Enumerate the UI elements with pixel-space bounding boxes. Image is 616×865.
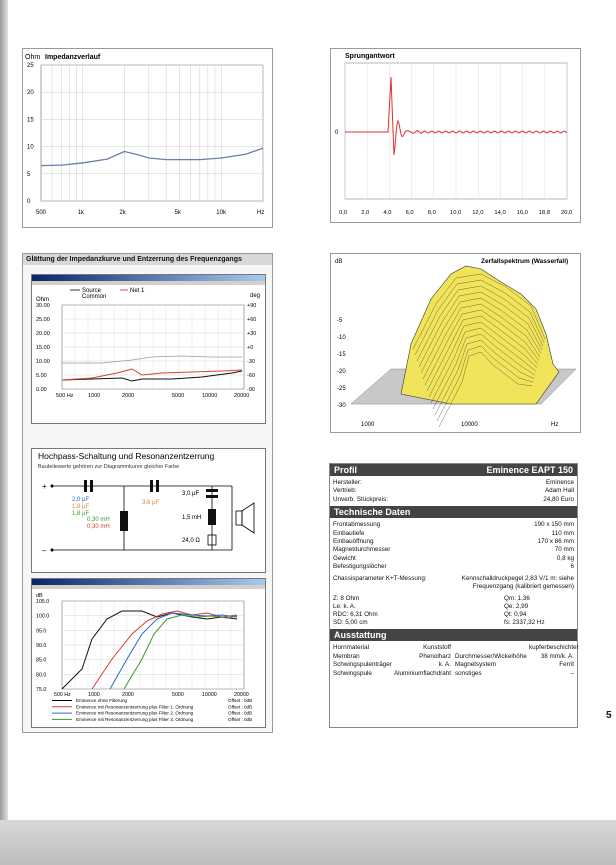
profil-row-value: Eminence — [545, 479, 574, 486]
sim-ytick: 20.00 — [36, 331, 50, 337]
ausstattung-cell: kupferbeschichtet — [529, 644, 579, 652]
freq-legend-offset: Offset : 0dB — [228, 710, 253, 716]
freq-ytick: 85.0 — [36, 657, 47, 664]
tech-row-value: 0,8 kg — [556, 554, 574, 562]
impedance-title: Impedanzverlauf — [45, 54, 101, 61]
freq-legend-label: Eminence mit Resonanzentzerrung plus Filter 2. Ordnung — [76, 710, 194, 716]
sim-ytick: 10.00 — [36, 359, 50, 365]
sim-curve-black — [62, 371, 242, 381]
ausstattung-row — [330, 661, 577, 669]
waterfall-surface — [401, 266, 559, 404]
step-xtick: 14,0 — [494, 210, 506, 216]
page-spine — [0, 0, 8, 865]
c3-value: 3,0 µF — [182, 491, 200, 497]
c1-value-orange: 1,8 µF — [72, 504, 90, 510]
impedance-ytick: 0 — [27, 199, 31, 205]
sim-legend-net1: Net 1 — [130, 288, 145, 294]
ausstattung-cell: k. A. — [438, 661, 451, 669]
tech-row-key: Gewicht — [333, 554, 356, 562]
circuit-minus: – — [42, 546, 47, 555]
sim-xtick: 500 Hz — [56, 393, 74, 399]
sim-xtick: 1000 — [88, 393, 101, 399]
circuit-subtitle: Bauteilewerte gehören zur Diagrammkurve gleicher Farbe — [38, 464, 180, 470]
ausstattung-cell: Magnetsystem — [455, 661, 496, 669]
circuit-diagram — [32, 449, 267, 574]
freq-ytick: 105.0 — [36, 599, 50, 605]
ausstattung-cell: Membran — [333, 652, 360, 660]
waterfall-ytick: -5 — [337, 318, 343, 324]
waterfall-xtick: 1000 — [361, 422, 375, 428]
tech-row — [330, 563, 577, 571]
tech-row — [330, 521, 577, 529]
profil-row — [330, 487, 577, 495]
freq-curve-red — [92, 611, 237, 689]
profil-row — [330, 496, 577, 504]
param-item: RDC: 6,31 Ohm — [333, 611, 378, 619]
params-right — [504, 595, 574, 627]
circuit-box — [31, 448, 266, 573]
profil-rows — [330, 476, 577, 504]
sim-legend-common: Common — [82, 294, 107, 300]
freq-legend-offset: Offset : 0dB — [228, 716, 253, 722]
param-item: Qm: 1,36 — [504, 595, 530, 603]
params-left — [333, 595, 378, 627]
sim-ytick: 30.00 — [36, 303, 50, 309]
waterfall-xtick: Hz — [551, 422, 559, 428]
tech-header: Technische Daten — [330, 506, 577, 518]
waterfall-ytick: -10 — [337, 335, 346, 341]
freq-curve-black — [62, 611, 237, 689]
tech-row-key: Einbautiefe — [333, 529, 365, 537]
tech-row — [330, 546, 577, 554]
ausstattung-cell: – — [570, 669, 574, 677]
profil-row-value: Adam Hall — [544, 487, 574, 495]
step-chart — [331, 49, 582, 224]
sim-curve-grey — [62, 356, 242, 363]
step-xtick: 4,0 — [383, 210, 392, 216]
profil-row-key: Unverb. Stückpreis: — [333, 495, 388, 503]
freq-legend-label: Eminence mit Resonanzentzerrung plus Filter 3. Ordnung — [76, 716, 194, 722]
step-panel — [330, 48, 581, 223]
impedance-xtick: 2k — [119, 210, 126, 216]
filter-panel-title: Glättung der Impedanzkurve und Entzerrung des Frequenzgangs — [23, 254, 272, 265]
tech-row-key: Einbauöffnung — [333, 538, 374, 546]
impedance-ytick: 15 — [27, 117, 34, 124]
impedance-xtick: 10k — [216, 210, 226, 216]
step-xtick: 6,0 — [405, 210, 414, 216]
ausstattung-cell: Schwingspulenträger — [333, 661, 392, 669]
c1-value-green: 1,8 µF — [72, 511, 90, 517]
ausstattung-cell: 38 mm/k. A. — [540, 652, 574, 660]
sim-left-unit: Ohm — [36, 297, 50, 303]
step-xtick: 16,0 — [516, 210, 528, 216]
ausstattung-cell: Ferrit — [559, 661, 574, 669]
step-xtick: 18,8 — [538, 210, 551, 216]
c1-value-blue: 2,0 µF — [72, 497, 90, 503]
profil-row-key: Hersteller: — [333, 479, 362, 486]
sim-ytick: 0.00 — [36, 387, 47, 393]
impedance-ytick: 25 — [27, 63, 34, 69]
waterfall-ytick: -30 — [337, 403, 346, 409]
impedance-curve — [41, 148, 263, 165]
sim-xtick: 10000 — [202, 393, 218, 399]
impedance-sim-chart — [32, 285, 267, 425]
sim-curve-red — [62, 369, 242, 380]
impedance-chart — [23, 49, 274, 229]
impedance-ytick: 5 — [27, 171, 31, 178]
impedance-sim-window — [31, 274, 266, 424]
impedance-xtick: 1k — [77, 210, 85, 216]
tech-row-value: 110 mm — [551, 529, 574, 537]
waterfall-panel — [330, 253, 581, 433]
tech-row-key: Magnetdurchmesser — [333, 546, 391, 554]
freq-ytick: 100.0 — [36, 613, 50, 620]
tech-row-key: Befestigungslöcher — [333, 563, 387, 571]
product-name: Eminence EAPT 150 — [486, 465, 573, 475]
sim-rtick: +30 — [247, 331, 257, 337]
params-block — [330, 591, 577, 627]
impedance-xtick: Hz — [257, 210, 265, 216]
param-item: Z: 8 Ohm — [333, 595, 360, 603]
freq-legend-offset: Offset : 0dB — [228, 704, 253, 710]
sim-legend-source: Source — [82, 288, 102, 294]
sim-rtick: +0 — [247, 345, 254, 351]
sim-rtick: +60 — [247, 317, 257, 323]
l2-value: 1,5 mH — [182, 515, 202, 521]
scan-bottom-band — [0, 820, 616, 865]
c2-value: 3,6 µF — [142, 500, 160, 506]
impedance-xtick: 500 — [36, 210, 47, 216]
speaker-icon — [236, 511, 242, 525]
tech-row-value: 70 mm — [554, 546, 574, 554]
ausstattung-cell: Phenolharz — [419, 652, 451, 660]
param-item: Qe: 2,99 — [504, 603, 529, 611]
ausstattung-row — [330, 670, 577, 678]
impedance-xtick: 5k — [174, 210, 181, 216]
chassis-label: Chassisparameter K+T-Messung: — [333, 574, 427, 582]
sim-ytick: 5.00 — [36, 373, 47, 379]
ausstattung-cell: Hornmaterial — [333, 644, 370, 652]
tech-row-value: 170 x 86 mm — [537, 538, 574, 546]
tech-row-value: 190 x 150 mm — [534, 521, 574, 529]
ausstattung-cell — [451, 644, 529, 652]
freq-legend-offset: Offset : 0dB — [228, 698, 253, 703]
tech-row-value: 6 — [570, 563, 574, 571]
freq-ytick: 90.0 — [36, 643, 47, 649]
sim-ytick: 25.00 — [36, 317, 50, 323]
freq-xtick: 5000 — [172, 692, 184, 698]
freq-xtick: 2000 — [122, 692, 134, 698]
sim-xtick: 20000 — [234, 393, 250, 399]
profil-row-key: Vertrieb: — [333, 487, 357, 495]
freq-xtick: 20000 — [234, 692, 249, 698]
param-item: SD: 5,00 cm — [333, 619, 368, 627]
step-xtick: 10,0 — [450, 210, 462, 216]
step-xtick: 2,0 — [361, 210, 370, 216]
impedance-ytick: 10 — [27, 144, 34, 151]
freq-sim-chart — [32, 589, 267, 729]
waterfall-chart — [331, 254, 582, 434]
profil-header — [330, 464, 577, 476]
sim-ytick: 15.00 — [36, 345, 50, 351]
freq-legend-label: Eminence ohne Filterung — [76, 698, 128, 703]
impedance-panel — [22, 48, 273, 228]
chassis-value: Kennschalldruckpegel 2,83 V/1 m: siehe Frequenzgang (kalibriert gemessen) — [461, 574, 574, 591]
sim-rtick: -30 — [247, 359, 255, 365]
ausstattung-header: Ausstattung — [330, 629, 577, 641]
chassis-row — [330, 575, 577, 592]
sim-xtick: 5000 — [172, 393, 185, 399]
profil-row-value: 24,80 Euro — [543, 495, 574, 503]
freq-ytick: 80.0 — [36, 672, 47, 679]
step-zero-label: 0 — [335, 130, 339, 136]
sim-rtick: +90 — [247, 303, 257, 309]
freq-sim-window — [31, 578, 266, 728]
page-number: 5 — [606, 710, 612, 721]
step-title: Sprungantwort — [345, 53, 395, 60]
waterfall-title: Zerfallspektrum (Wasserfall) — [481, 258, 569, 265]
step-xtick: 8,0 — [427, 210, 436, 216]
waterfall-ytick: -25 — [337, 386, 346, 392]
circuit-title: Hochpass-Schaltung und Resonanzentzerrung — [38, 451, 215, 461]
freq-ytick: 75.0 — [36, 687, 47, 693]
sim-xtick: 2000 — [122, 393, 135, 399]
ausstattung-rows — [330, 641, 577, 678]
profil-label: Profil — [334, 465, 358, 475]
impedance-unit: Ohm — [25, 54, 41, 61]
circuit-plus: + — [42, 482, 47, 491]
freq-unit: dB — [36, 593, 43, 599]
ausstattung-cell: Kunststoff — [423, 644, 451, 652]
waterfall-ytick: -20 — [337, 369, 346, 375]
freq-xtick: 10000 — [202, 692, 217, 698]
sim-rtick: -60 — [247, 373, 255, 379]
spec-box — [329, 463, 578, 728]
param-item: fs: 2337,32 Hz — [504, 619, 545, 627]
param-item: Qt: 0,94 — [504, 611, 527, 619]
freq-xtick: 500 Hz — [54, 692, 71, 698]
freq-legend-label: Eminence mit Resonanzentzerrung plus Filter 1. Ordnung — [76, 704, 194, 710]
waterfall-unit: dB — [335, 259, 343, 265]
ausstattung-row — [330, 644, 577, 652]
ausstattung-cell: Schwingspule — [333, 669, 372, 677]
filter-composite-panel — [22, 253, 273, 733]
tech-rows — [330, 518, 577, 571]
step-xtick: 0,0 — [339, 210, 348, 216]
profil-row — [330, 479, 577, 487]
impedance-ytick: 20 — [27, 90, 34, 97]
ausstattung-cell: Durchmesser/Wickelhöhe — [455, 652, 527, 660]
waterfall-ytick: -15 — [337, 352, 346, 358]
ausstattung-cell: Aluminiumflachdraht — [393, 669, 451, 677]
step-xtick: 20,0 — [561, 210, 573, 216]
impedance-frame — [41, 65, 263, 201]
tech-row — [330, 538, 577, 546]
freq-ytick: 95.0 — [36, 628, 47, 635]
ausstattung-row — [330, 653, 577, 661]
r-value: 24,0 Ω — [182, 538, 200, 544]
l1-value-green: 0,30 mH — [87, 517, 110, 523]
waterfall-xtick: 10000 — [461, 422, 478, 428]
step-xtick: 12,0 — [472, 210, 484, 216]
tech-row — [330, 555, 577, 563]
sim-right-unit: deg — [250, 293, 261, 299]
tech-row — [330, 530, 577, 538]
ausstattung-cell: sonstiges — [455, 669, 482, 677]
freq-xtick: 1000 — [88, 692, 100, 698]
sim-rtick: -90 — [247, 387, 255, 393]
tech-row-key: Frontabmessung — [333, 521, 381, 529]
param-item: Le: k. A. — [333, 603, 356, 611]
l1-value-red: 0,30 mH — [87, 524, 110, 530]
